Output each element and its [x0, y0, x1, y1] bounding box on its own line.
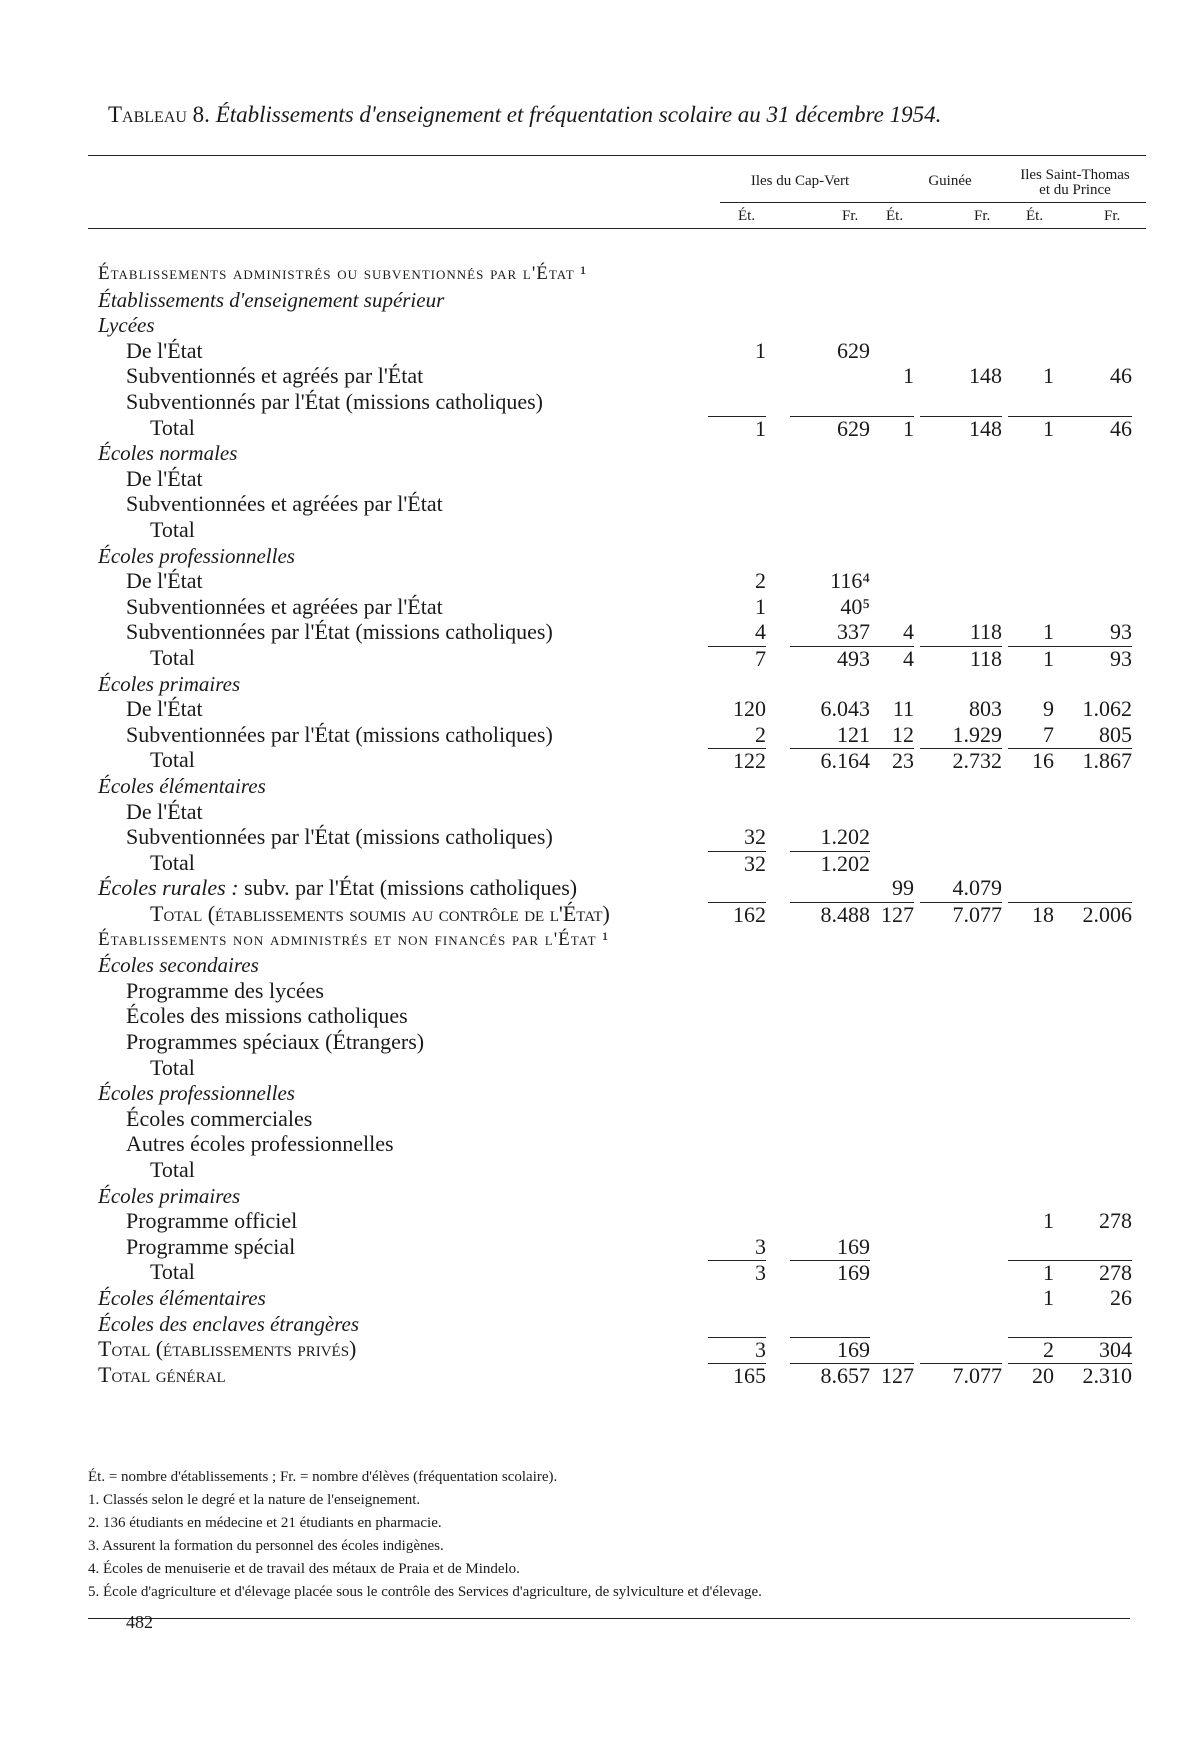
table-cell: 1: [1043, 363, 1054, 389]
table-row: [0, 1184, 1184, 1208]
table-row: [0, 979, 1184, 1003]
table-cell: 1.929: [952, 721, 1002, 747]
table-cell: 1: [1008, 416, 1054, 441]
table-cell: 3: [708, 1260, 766, 1285]
table-row: [0, 928, 1184, 952]
table-cell: 32: [744, 824, 766, 850]
row-label: Subventionnés et agréés par l'État: [126, 363, 424, 389]
table-row: [0, 262, 1184, 286]
table-cell: 1: [755, 337, 766, 363]
table-row: [0, 313, 1184, 337]
row-label: Écoles élémentaires: [98, 1286, 266, 1310]
table-cell: 127: [864, 902, 914, 927]
table-cell: 116⁴: [830, 568, 870, 594]
table-row: [0, 1107, 1184, 1131]
column-group-header: Iles Saint-Thomas et du Prince: [1020, 167, 1130, 198]
table-cell: 1: [1043, 1208, 1054, 1234]
table-cell: 2.732: [920, 748, 1002, 773]
table-cell: 1.867: [1046, 748, 1132, 773]
table-cell: 1: [708, 416, 766, 441]
table-row: [0, 339, 1184, 363]
row-label: Total (établissements soumis au contrôle de l'État): [150, 901, 610, 926]
column-subheader: Ét.: [738, 208, 756, 224]
table-cell: 1: [755, 593, 766, 619]
table-cell: 2: [755, 568, 766, 594]
row-label: De l'État: [126, 568, 203, 594]
table-cell: 18: [1008, 902, 1054, 927]
table-cell: 4.079: [952, 875, 1002, 901]
row-label: Écoles professionnelles: [98, 1081, 295, 1106]
table-row: [0, 1312, 1184, 1336]
table-cell: 122: [708, 748, 766, 773]
table-row: [0, 467, 1184, 491]
row-label: Total (établissements privés): [98, 1336, 357, 1362]
table-row: [0, 723, 1184, 747]
row-label: [98, 876, 577, 900]
table-row: [0, 1030, 1184, 1054]
table-cell: 2: [755, 721, 766, 747]
row-label: Écoles des missions catholiques: [126, 1003, 408, 1029]
table-cell: 1.202: [790, 851, 870, 876]
table-row: [0, 544, 1184, 568]
table-row: [0, 441, 1184, 465]
table-cell: 493: [790, 646, 870, 671]
table-row: [0, 825, 1184, 849]
table-cell: 120: [733, 696, 766, 722]
table-row: [0, 416, 1184, 440]
table-cell: 8.488: [790, 902, 870, 927]
table-cell: 3: [755, 1233, 766, 1259]
table-cell: 127: [864, 1363, 914, 1388]
table-row: [0, 569, 1184, 593]
column-subheader: Ét.: [1026, 208, 1044, 224]
row-label: Total: [150, 414, 195, 440]
table-cell: 1.202: [820, 824, 870, 850]
table-row: [0, 1004, 1184, 1028]
table-row: [0, 876, 1184, 900]
table-title: [108, 102, 1148, 128]
row-label: Programmes spéciaux (Étrangers): [126, 1029, 425, 1054]
header-group-rule: [720, 202, 1146, 203]
table-row: [0, 1235, 1184, 1259]
row-label: Subventionnées et agréées par l'État: [126, 491, 443, 517]
table-cell: 118: [969, 619, 1002, 645]
table-cell: 169: [790, 1337, 870, 1362]
table-row: [0, 1158, 1184, 1182]
row-label: Subventionnés par l'État (missions catholiques): [126, 389, 544, 414]
table-row: [0, 1056, 1184, 1080]
table-row: [0, 1209, 1184, 1233]
table-cell: 304: [1046, 1337, 1132, 1362]
table-cell: 629: [837, 337, 870, 363]
table-row: [0, 800, 1184, 824]
table-cell: 148: [969, 363, 1002, 389]
table-title-text: Établissements d'enseignement et fréquentation scolaire au 31 décembre 1954.: [215, 102, 942, 127]
table-cell: 16: [1008, 748, 1054, 773]
row-label: De l'État: [126, 696, 203, 722]
table-cell: 3: [708, 1337, 766, 1362]
table-cell: 629: [790, 416, 870, 441]
table-cell: 6.043: [820, 696, 870, 722]
column-subheader: Ét.: [886, 208, 904, 224]
table-cell: 1: [903, 363, 914, 389]
row-label: Établissements administrés ou subventionnés par l'État ¹: [98, 263, 588, 284]
footnote: 5. École d'agriculture et d'élevage placée sous le contrôle des Services d'agriculture, de sylviculture et d'élevage.: [88, 1584, 762, 1600]
row-label: Écoles professionnelles: [98, 543, 295, 568]
row-label: Total: [150, 1157, 195, 1182]
table-cell: 7: [708, 646, 766, 671]
row-label: Programme des lycées: [126, 977, 324, 1003]
row-label: De l'État: [126, 465, 203, 491]
table-cell: 93: [1046, 646, 1132, 671]
table-cell: 4: [755, 619, 766, 645]
footnote: 1. Classés selon le degré et la nature de l'enseignement.: [88, 1492, 421, 1508]
table-cell: 1.062: [1082, 696, 1132, 722]
row-label: De l'État: [126, 337, 203, 363]
row-label: Écoles commerciales: [126, 1105, 313, 1131]
table-cell: 1: [864, 416, 914, 441]
row-label: De l'État: [126, 798, 203, 824]
footnote: 2. 136 étudiants en médecine et 21 étudiants en pharmacie.: [88, 1515, 442, 1531]
table-cell: 6.164: [790, 748, 870, 773]
table-cell: 4: [864, 646, 914, 671]
table-cell: 40⁵: [840, 593, 870, 619]
row-label: Établissements non administrés et non financés par l'État ¹: [98, 928, 610, 950]
table-row: [0, 697, 1184, 721]
table-row: [0, 492, 1184, 516]
row-label: Total: [150, 747, 195, 773]
column-subheader: Fr.: [974, 208, 991, 224]
table-cell: 118: [920, 646, 1002, 671]
row-label: Écoles primaires: [98, 671, 241, 696]
table-cell: 165: [708, 1363, 766, 1388]
column-subheader: Fr.: [842, 208, 859, 224]
table-cell: 1: [1043, 619, 1054, 645]
row-label: Subventionnées par l'État (missions catholiques): [126, 619, 553, 645]
table-cell: 32: [708, 851, 766, 876]
table-cell: 26: [1110, 1285, 1132, 1310]
table-cell: 11: [892, 696, 914, 722]
row-label: Total: [150, 1054, 195, 1080]
row-label: Écoles normales: [98, 441, 238, 466]
column-group-header: Iles du Cap-Vert: [750, 173, 850, 189]
column-group-header: Guinée: [928, 173, 972, 189]
table-cell: 12: [892, 721, 914, 747]
row-label: Subventionnées par l'État (missions catholiques): [126, 824, 553, 850]
page-number: 482: [126, 1612, 153, 1632]
table-cell: 169: [790, 1260, 870, 1285]
column-subheader: Fr.: [1104, 208, 1121, 224]
table-cell: 121: [837, 721, 870, 747]
table-cell: 7: [1043, 721, 1054, 747]
table-cell: 8.657: [790, 1363, 870, 1388]
table-cell: 4: [903, 619, 914, 645]
table-row: [0, 620, 1184, 644]
row-label: Écoles primaires: [98, 1183, 241, 1208]
row-label: Total général: [98, 1361, 226, 1387]
table-row: [0, 1132, 1184, 1156]
footer-rule: [88, 1618, 1130, 1619]
table-row: [0, 646, 1184, 670]
table-cell: 169: [837, 1233, 870, 1259]
table-cell: 20: [1008, 1363, 1054, 1388]
table-row: [0, 902, 1184, 926]
footnote: 3. Assurent la formation du personnel des écoles indigènes.: [88, 1538, 444, 1554]
table-row: [0, 1286, 1184, 1310]
table-cell: 9: [1043, 696, 1054, 722]
table-row: [0, 518, 1184, 542]
row-label: Écoles secondaires: [98, 953, 259, 978]
table-row: [0, 1337, 1184, 1361]
table-cell: 7.077: [920, 1363, 1002, 1388]
row-label: Programme officiel: [126, 1208, 298, 1234]
row-label: Établissements d'enseignement supérieur: [98, 287, 445, 312]
table-row: [0, 595, 1184, 619]
table-cell: 93: [1110, 619, 1132, 645]
header-top-rule: [88, 155, 1146, 156]
table-row: [0, 851, 1184, 875]
row-label: Subventionnées et agréées par l'État: [126, 593, 443, 619]
table-row: [0, 1081, 1184, 1105]
table-cell: 2.310: [1046, 1363, 1132, 1388]
table-cell: 1: [1043, 1285, 1054, 1310]
table-cell: 1: [1008, 646, 1054, 671]
footnote: 4. Écoles de menuiserie et de travail des métaux de Praia et de Mindelo.: [88, 1561, 520, 1577]
header-bottom-rule: [88, 228, 1146, 229]
table-row: [0, 953, 1184, 977]
footnote: Ét. = nombre d'établissements ; Fr. = nombre d'élèves (fréquentation scolaire).: [88, 1469, 558, 1485]
row-label: Autres écoles professionnelles: [126, 1131, 394, 1157]
row-label-italic: Écoles rurales :: [98, 875, 239, 901]
table-cell: 805: [1099, 721, 1132, 747]
table-label: Tableau 8.: [108, 102, 210, 127]
table-cell: 337: [837, 619, 870, 645]
table-cell: 162: [708, 902, 766, 927]
row-label: Programme spécial: [126, 1233, 296, 1259]
table-row: [0, 774, 1184, 798]
table-row: [0, 288, 1184, 312]
table-cell: 2: [1008, 1337, 1054, 1362]
row-label: Écoles des enclaves étrangères: [98, 1311, 360, 1336]
table-cell: 1: [1008, 1260, 1054, 1285]
table-cell: 99: [892, 875, 914, 901]
table-cell: 46: [1110, 363, 1132, 389]
row-label: Total: [150, 1259, 195, 1285]
table-cell: 803: [969, 696, 1002, 722]
table-cell: 278: [1099, 1208, 1132, 1234]
table-row: [0, 1363, 1184, 1387]
row-label: Écoles élémentaires: [98, 774, 266, 798]
row-label: Lycées: [98, 313, 155, 338]
table-cell: 7.077: [920, 902, 1002, 927]
table-cell: 148: [920, 416, 1002, 441]
row-label: Total: [150, 517, 195, 542]
table-row: [0, 748, 1184, 772]
table-cell: 278: [1046, 1260, 1132, 1285]
table-row: [0, 1260, 1184, 1284]
row-label: Subventionnées par l'État (missions catholiques): [126, 721, 553, 747]
table-cell: 2.006: [1046, 902, 1132, 927]
table-row: [0, 672, 1184, 696]
table-cell: 46: [1046, 416, 1132, 441]
table-cell: 23: [864, 748, 914, 773]
table-row: [0, 390, 1184, 414]
row-label-rest: subv. par l'État (missions catholiques): [238, 875, 578, 901]
row-label: Total: [150, 645, 195, 670]
table-row: [0, 364, 1184, 388]
row-label: Total: [150, 849, 195, 875]
